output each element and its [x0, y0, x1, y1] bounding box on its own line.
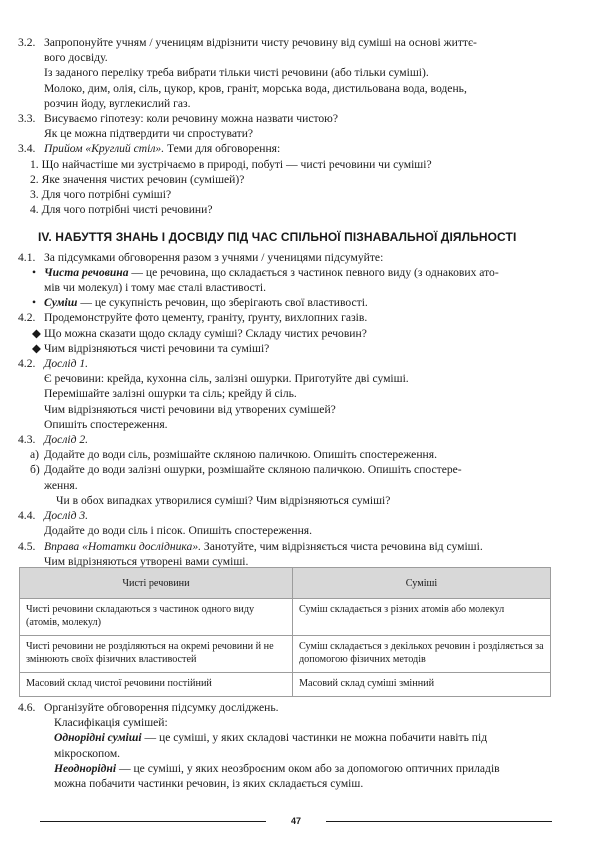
text-line: [44, 141, 556, 156]
diamond-list: [18, 326, 556, 356]
definition-homogeneous: [44, 730, 556, 745]
text-line: Висуваємо гіпотезу: коли речовину можна назвати чистою?: [44, 112, 338, 126]
page-number: 47: [290, 816, 301, 826]
list-item: [30, 462, 556, 492]
item-mark: а): [30, 448, 40, 462]
item-number: 3.3.: [18, 112, 36, 126]
item-4-2-experiment-1: [18, 356, 556, 432]
table-header-row: [20, 568, 551, 599]
text-line: Чим відрізняються чисті речовини від утворених сумішей?: [44, 402, 336, 416]
bullet-icon: •: [32, 265, 37, 279]
text-line: Опишіть спостереження.: [44, 417, 168, 431]
text-line: Додайте до води залізні ошурки, розмішайте скляною паличкою. Опишіть спостере-: [44, 463, 462, 477]
technique-name: Прийом «Круглий стіл».: [44, 142, 165, 156]
text-span: Теми для обговорення:: [164, 142, 281, 156]
text-line: Є речовини: крейда, кухонна сіль, залізні ошурки. Приготуйте дві суміші.: [44, 372, 409, 386]
term: Неоднорідні: [54, 761, 117, 775]
main-text-bottom: [18, 700, 556, 791]
item-4-3: [18, 432, 556, 447]
text-line: [44, 539, 556, 554]
diamond-bullet-icon: ◆: [32, 326, 41, 340]
column-header: Суміші: [293, 568, 551, 599]
question-item: 2. Яке значення чистих речовин (сумішей)?: [30, 172, 245, 186]
list-item: [32, 341, 556, 356]
column-header: Чисті речовини: [20, 568, 293, 599]
definition-mixture: [32, 295, 556, 310]
text-line: мів чи молекул) і тому має сталі властивості.: [44, 281, 266, 295]
table-cell: Чисті речовини складаються з частинок одного виду (атомів, молекул): [20, 599, 293, 636]
item-3-4: [18, 141, 556, 156]
experiment-title: Дослід 1.: [44, 357, 89, 371]
text-line: Додайте до води сіль і пісок. Опишіть спостереження.: [44, 524, 313, 538]
item-3-2: [18, 35, 556, 111]
experiment-title: Дослід 2.: [44, 433, 89, 447]
text-span: Що можна сказати щодо складу суміші? Складу чистих речовин?: [44, 326, 367, 340]
footer-rule: [326, 821, 552, 822]
term: Чиста речовина: [44, 265, 129, 279]
table-cell: Суміш складається з різних атомів або молекул: [293, 599, 551, 636]
definition-heterogeneous: [44, 761, 556, 776]
text-line: ження.: [44, 478, 78, 492]
table-cell: Масовий склад суміші змінний: [293, 673, 551, 697]
text-line: Чи в обох випадках утворилися суміші? Чим відрізняються суміші?: [56, 493, 391, 507]
text-line: можна побачити частинки речовин, із яких складається суміш.: [54, 777, 364, 791]
text-line: розчин йоду, вуглекислий газ.: [44, 96, 191, 110]
text-line: Додайте до води сіль, розмішайте скляною паличкою. Опишіть спостереження.: [44, 448, 437, 462]
definition-pure-substance: [32, 265, 556, 280]
item-4-5: [18, 539, 556, 569]
discussion-questions: [18, 157, 556, 218]
text-span: — це речовина, що складається з частинок певного виду (з однакових ато-: [128, 265, 499, 279]
item-number: 4.2.: [18, 357, 36, 371]
exercise-name: Вправа «Нотатки дослідника».: [44, 539, 202, 553]
text-line: Чим відрізняються утворені вами суміші.: [44, 554, 249, 568]
text-line: Як це можна підтвердити чи спростувати?: [44, 127, 254, 141]
bullet-icon: •: [32, 296, 37, 310]
definitions: [18, 265, 556, 311]
question-item: 1. Що найчастіше ми зустрічаємо в природі, побуті — чисті речовини чи суміші?: [30, 157, 432, 171]
question-item: 3. Для чого потрібні суміші?: [30, 188, 172, 202]
text-line: Перемішайте залізні ошурки та сіль; крейду й сіль.: [44, 387, 297, 401]
term: Суміш: [44, 296, 78, 310]
text-line: Запропонуйте учням / ученицям відрізнити чисту речовину від суміші на основі життє-: [44, 36, 477, 49]
text-span: Чим відрізняються чисті речовини та суміші?: [44, 341, 270, 355]
item-4-2-photos: [18, 310, 556, 325]
item-mark: б): [30, 463, 40, 477]
text-line: мікроскопом.: [54, 746, 121, 760]
term: Однорідні суміші: [54, 731, 142, 745]
text-line: Організуйте обговорення підсумку досліджень.: [44, 701, 279, 714]
text-line: Класифікація сумішей:: [54, 716, 168, 730]
table-cell: Масовий склад чистої речовини постійний: [20, 673, 293, 697]
item-number: 4.6.: [18, 701, 36, 714]
item-number: 4.1.: [18, 250, 36, 264]
table-row: [20, 673, 551, 697]
item-4-6: [18, 700, 556, 791]
text-span: — це суміші, у яких неозброєним оком або за допомогою оптичних приладів: [116, 761, 500, 775]
text-span: Занотуйте, чим відрізняється чиста речовина від суміші.: [201, 539, 483, 553]
item-number: 4.2.: [18, 311, 36, 325]
text-line: Із заданого переліку треба вибрати тільки чисті речовини (або тільки суміші).: [44, 66, 429, 80]
item-3-3: [18, 111, 556, 141]
experiment-2-steps: [18, 447, 556, 493]
item-number: 4.4.: [18, 509, 36, 523]
list-item: [30, 447, 556, 462]
comparison-table: [19, 567, 551, 697]
text-span: — це суміші, у яких складові частинки не можна побачити навіть під: [141, 731, 488, 745]
table-cell: Суміш складається з декількох речовин і розділяється за допомогою фізичних методів: [293, 636, 551, 673]
list-item: [32, 326, 556, 341]
item-number: 4.3.: [18, 433, 36, 447]
table-row: [20, 599, 551, 636]
item-number: 4.5.: [18, 539, 36, 553]
table-row: [20, 636, 551, 673]
text-line: Молоко, дим, олія, сіль, цукор, кров, граніт, морська вода, дистильована вода, водень,: [44, 81, 467, 95]
experiment-title: Дослід 3.: [44, 509, 89, 523]
text-line: За підсумками обговорення разом з учнями / ученицями підсумуйте:: [44, 250, 384, 264]
main-text-top: [18, 35, 556, 569]
item-4-4: [18, 508, 556, 538]
item-number: 3.2.: [18, 36, 36, 49]
item-number: 3.4.: [18, 142, 36, 156]
text-line: вого досвіду.: [44, 51, 108, 65]
question-item: 4. Для чого потрібні чисті речовини?: [30, 203, 213, 217]
item-4-1: [18, 250, 556, 265]
diamond-bullet-icon: ◆: [32, 341, 41, 355]
page-footer: [40, 816, 552, 828]
text-span: — це сукупність речовин, що зберігають свої властивості.: [77, 296, 368, 310]
table-cell: Чисті речовини не розділяються на окремі речовини й не змінюють своїх фізичних властивостей: [20, 636, 293, 673]
section-heading: IV. НАБУТТЯ ЗНАНЬ І ДОСВІДУ ПІД ЧАС СПІЛЬНОЇ ПІЗНАВАЛЬНОЇ ДІЯЛЬНОСТІ: [38, 230, 517, 245]
text-line: Продемонструйте фото цементу, граніту, ґрунту, вихлопних газів.: [44, 311, 368, 325]
footer-rule: [40, 821, 266, 822]
